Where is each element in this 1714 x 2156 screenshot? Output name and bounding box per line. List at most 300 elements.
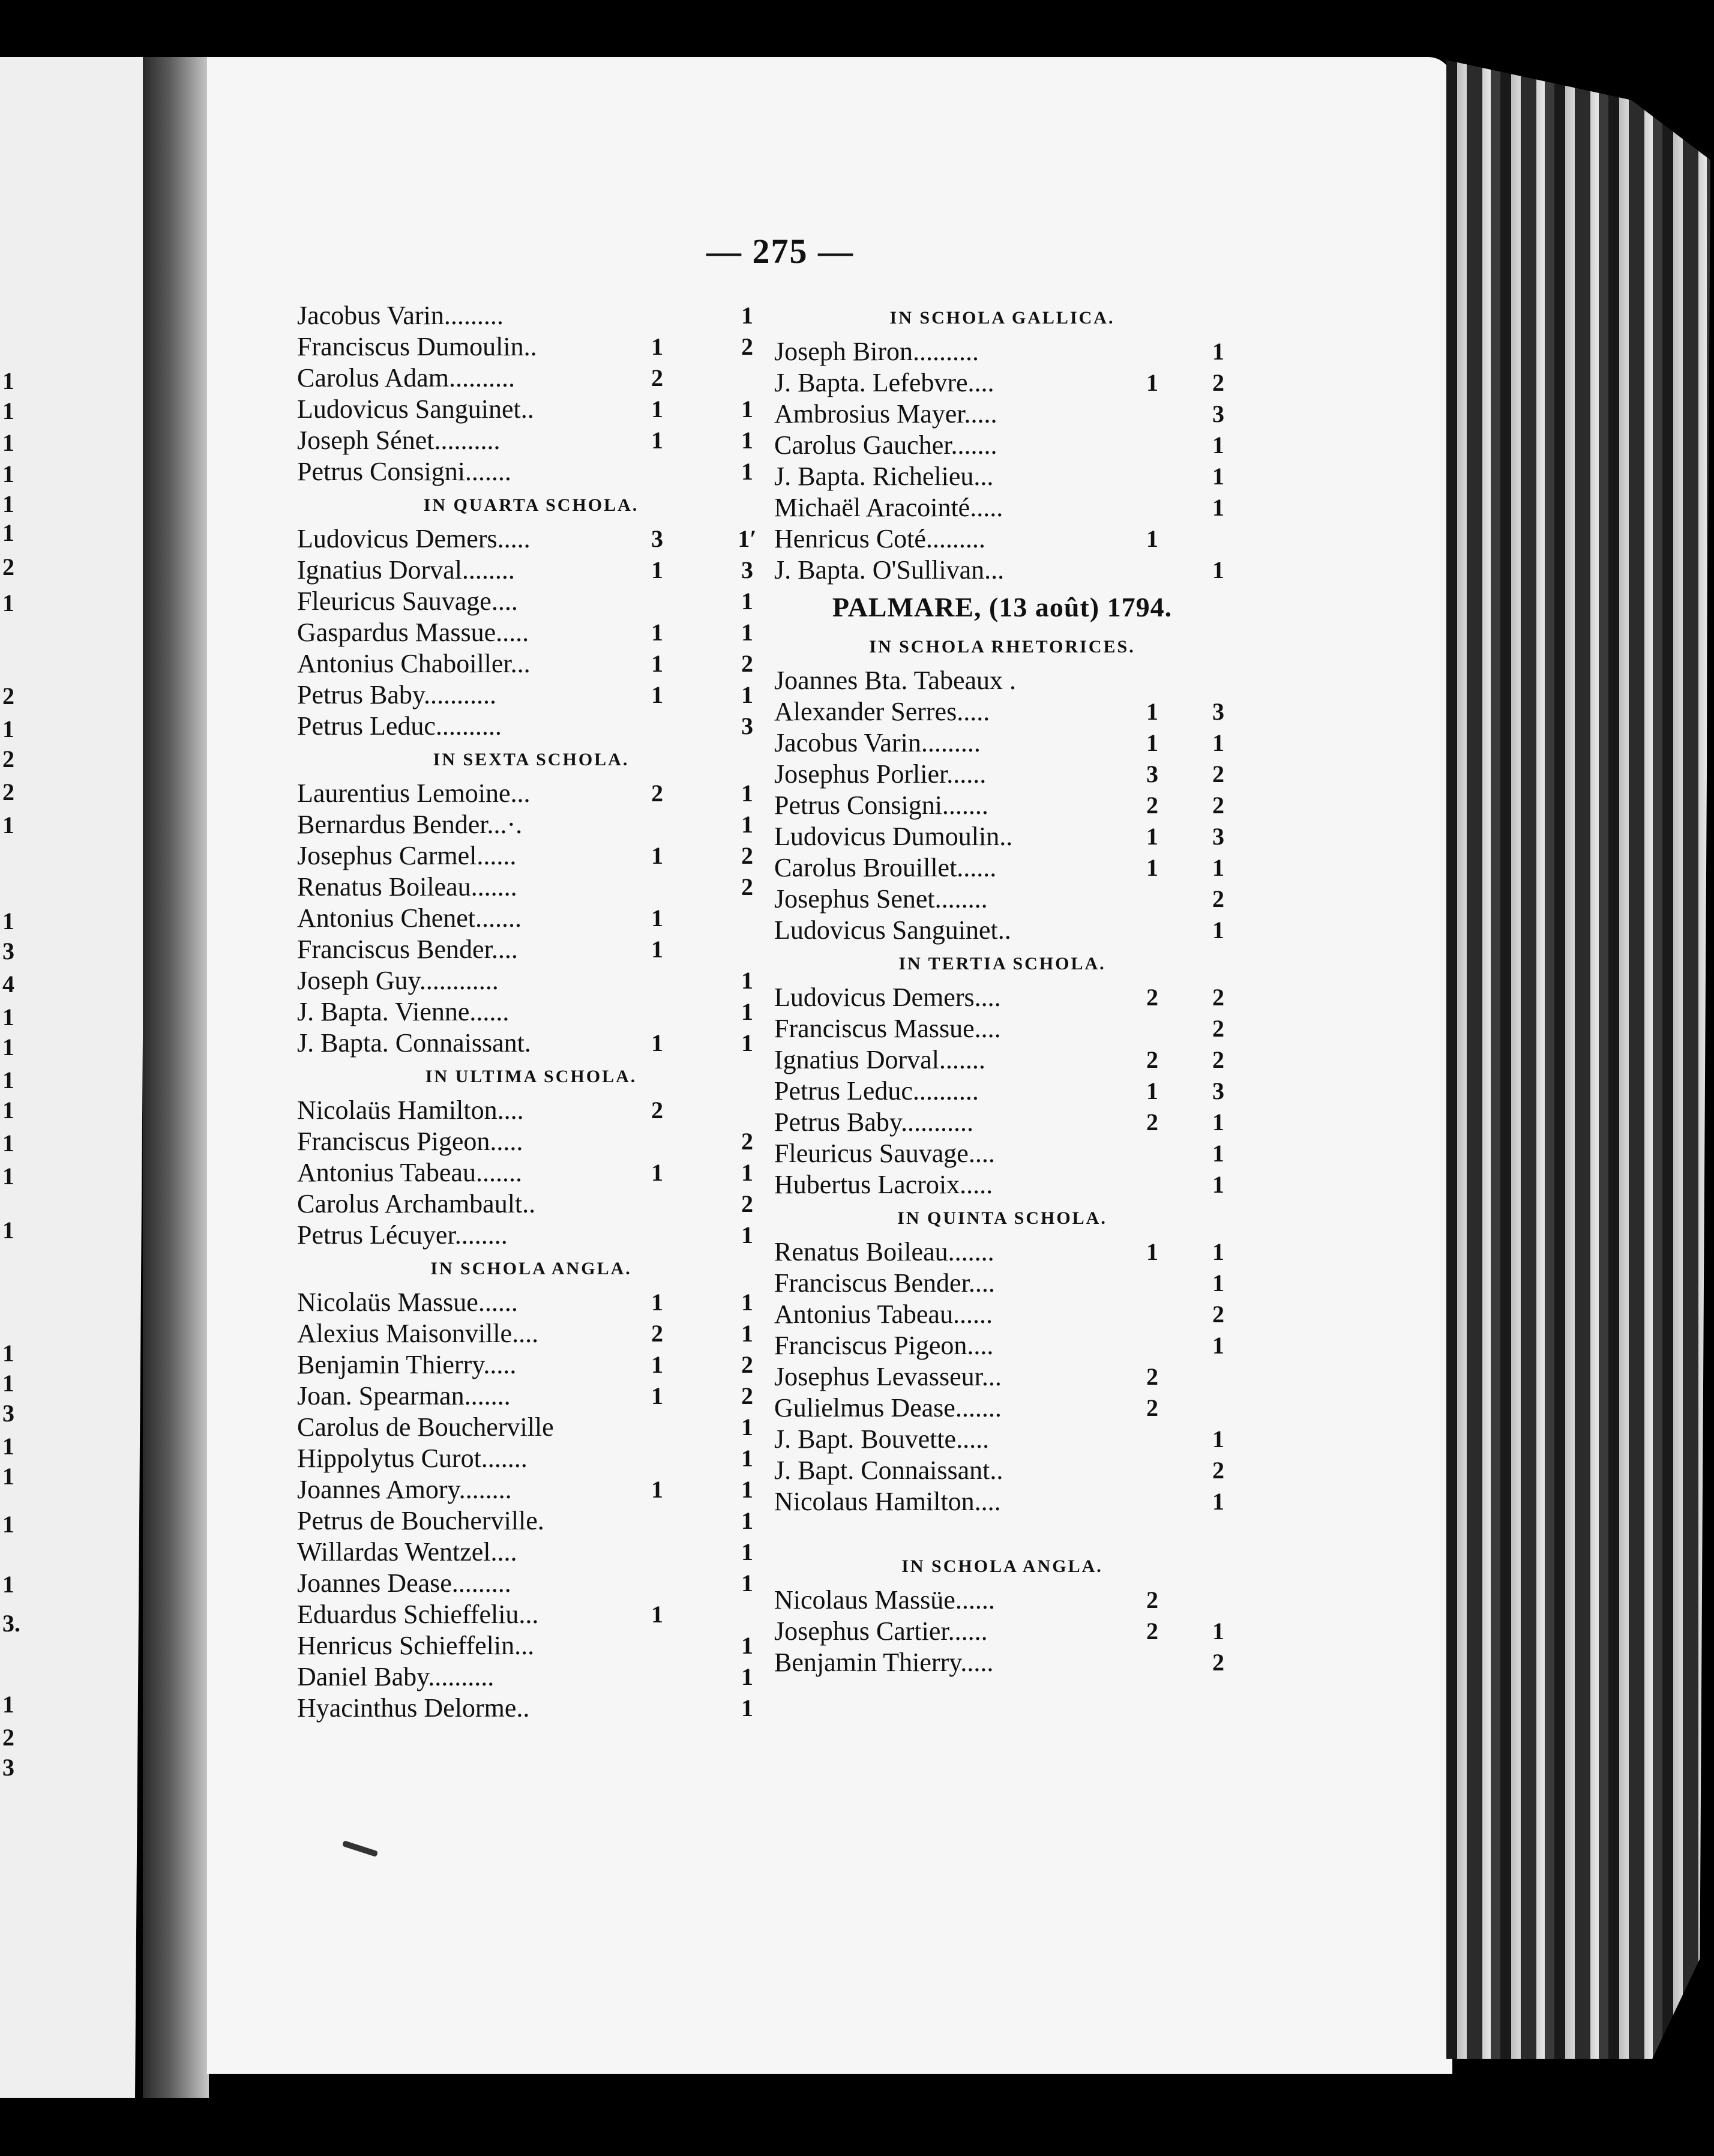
list-item — [297, 679, 765, 711]
prize-count-second: 1 — [1212, 1618, 1224, 1645]
student-name: Ludovicus Demers..... — [297, 524, 531, 553]
prize-count-first: 1 — [1146, 698, 1158, 725]
prize-count-second: 1 — [741, 619, 753, 646]
prize-count-first: 2 — [1146, 1586, 1158, 1613]
student-name: Antonius Chaboiller... — [297, 649, 531, 678]
prize-count-second: 1 — [1212, 1238, 1224, 1265]
student-name: Carolus Archambault.. — [297, 1189, 536, 1218]
prize-count-first: 1 — [1146, 369, 1158, 396]
list-item — [774, 884, 1230, 915]
student-name: Joseph Biron.......... — [774, 337, 979, 366]
prize-count-second: 2 — [741, 1351, 753, 1378]
student-name: Josephus Cartier...... — [774, 1616, 988, 1646]
prize-count-first: 2 — [1146, 792, 1158, 819]
list-item — [297, 872, 765, 903]
prize-count-second: 1 — [741, 1663, 753, 1690]
student-name: Petrus Baby........... — [297, 680, 497, 709]
prize-count-first: 1 — [651, 396, 663, 423]
prize-count-second: 2 — [741, 333, 753, 360]
list-item — [774, 915, 1230, 946]
prize-count-second: 1 — [741, 1289, 753, 1316]
student-name: Petrus Baby........... — [774, 1107, 974, 1137]
prize-count-first: 2 — [1146, 1618, 1158, 1645]
student-name: Josephus Porlier...... — [774, 759, 987, 789]
section-heading: IN SCHOLA GALLICA. — [889, 308, 1115, 328]
student-name: Nicolaus Hamilton.... — [774, 1487, 1001, 1516]
list-item — [774, 1044, 1230, 1076]
facing-page-number: 2 — [2, 682, 14, 709]
list-item — [297, 840, 765, 872]
student-name: Petrus de Boucherville. — [297, 1506, 544, 1535]
list-item — [297, 996, 765, 1028]
prize-count-first: 2 — [651, 780, 663, 807]
prize-count-second: 1 — [1212, 1171, 1224, 1198]
student-name: Michaël Aracointé..... — [774, 493, 1003, 522]
list-item — [297, 778, 765, 809]
list-item — [297, 1537, 765, 1568]
list-item — [297, 1693, 765, 1724]
prize-count-second: 1′ — [738, 525, 757, 552]
student-name: Renatus Boileau....... — [297, 872, 517, 902]
student-name: Henricus Coté......... — [774, 524, 985, 553]
student-name: J. Bapta. Connaissant. — [297, 1028, 531, 1058]
prize-count-second: 1 — [741, 1694, 753, 1721]
student-name: Joannes Dease......... — [297, 1568, 511, 1598]
prize-count-second: 1 — [741, 780, 753, 807]
list-item — [774, 790, 1230, 821]
student-name: Josephus Senet........ — [774, 884, 988, 914]
facing-page-number: 1 — [2, 1511, 14, 1538]
prize-count-second: 2 — [1212, 1015, 1224, 1042]
prize-count-second: 3 — [1212, 823, 1224, 850]
prize-count-first: 1 — [651, 905, 663, 932]
student-name: J. Bapta. Lefebvre.... — [774, 368, 994, 397]
student-name: Joannes Bta. Tabeaux . — [774, 666, 1017, 695]
prize-count-second: 1 — [1212, 1426, 1224, 1453]
student-name: Carolus de Boucherville — [297, 1412, 554, 1442]
list-item — [297, 1599, 765, 1630]
list-item — [297, 394, 765, 425]
prize-count-second: 1 — [1212, 854, 1224, 881]
facing-page-number: 1 — [2, 812, 14, 839]
list-item — [297, 1412, 765, 1443]
student-name: Joseph Guy............ — [297, 966, 499, 995]
list-item — [297, 363, 765, 394]
student-name: Willardas Wentzel.... — [297, 1537, 517, 1567]
student-name: Franciscus Massue.... — [774, 1014, 1001, 1043]
prize-count-second: 1 — [1212, 1109, 1224, 1136]
section-heading: IN SCHOLA ANGLA. — [901, 1556, 1103, 1576]
left-column — [297, 300, 765, 1724]
spacer — [774, 1517, 1230, 1549]
prize-count-second: 1 — [741, 1414, 753, 1441]
list-item — [297, 1157, 765, 1188]
facing-page-number: 1 — [2, 1067, 14, 1094]
list-item — [774, 1299, 1230, 1330]
student-name: Franciscus Bender.... — [297, 935, 518, 964]
prize-count-second: 2 — [741, 1382, 753, 1409]
prize-count-first: 2 — [651, 1097, 663, 1124]
student-name: Joan. Spearman....... — [297, 1381, 511, 1411]
prize-count-second: 1 — [741, 1507, 753, 1534]
list-item — [297, 965, 765, 996]
prize-count-first: 1 — [651, 1476, 663, 1503]
prize-count-first: 1 — [1146, 1238, 1158, 1265]
list-item — [774, 727, 1230, 759]
list-item — [774, 852, 1230, 884]
prize-count-second: 2 — [741, 650, 753, 677]
prize-count-second: 1 — [741, 1445, 753, 1472]
student-name: Petrus Leduc.......... — [774, 1076, 979, 1106]
list-item — [297, 586, 765, 617]
prize-count-second: 1 — [741, 396, 753, 423]
list-item — [297, 617, 765, 648]
prize-count-second: 1 — [741, 302, 753, 329]
prize-count-first: 1 — [1146, 525, 1158, 552]
list-item — [297, 1126, 765, 1157]
list-item — [297, 1505, 765, 1537]
book-gutter — [143, 57, 209, 2098]
prize-count-first: 3 — [651, 525, 663, 552]
prize-count-first: 1 — [651, 936, 663, 963]
facing-page-number: 2 — [2, 553, 14, 580]
student-name: Nicolaüs Massue...... — [297, 1287, 518, 1317]
facing-page-number: 1 — [2, 589, 14, 616]
list-item — [774, 696, 1230, 727]
list-item — [297, 1188, 765, 1220]
prize-count-second: 1 — [741, 1538, 753, 1565]
prize-count-first: 1 — [651, 650, 663, 677]
student-name: Gulielmus Dease....... — [774, 1393, 1002, 1423]
list-item — [774, 759, 1230, 790]
student-name: Henricus Schieffelin... — [297, 1631, 535, 1660]
list-item — [774, 982, 1230, 1013]
facing-page-number: 1 — [2, 519, 14, 546]
student-name: Daniel Baby.......... — [297, 1662, 495, 1691]
list-item — [774, 1138, 1230, 1169]
prize-count-second: 2 — [1212, 369, 1224, 396]
list-item — [774, 1236, 1230, 1268]
student-name: J. Bapt. Bouvette..... — [774, 1424, 990, 1454]
student-name: Ludovicus Sanguinet.. — [297, 394, 534, 424]
facing-page-number: 1 — [2, 1034, 14, 1061]
student-name: Franciscus Pigeon.... — [774, 1331, 994, 1360]
prize-count-second: 2 — [1212, 984, 1224, 1011]
student-name: Franciscus Dumoulin.. — [297, 332, 537, 361]
list-item — [774, 1169, 1230, 1200]
list-item — [297, 934, 765, 965]
facing-page-number: 3 — [2, 1754, 14, 1781]
student-name: Jacobus Varin......... — [297, 301, 504, 330]
prize-count-second: 1 — [1212, 1269, 1224, 1296]
prize-count-first: 1 — [651, 1351, 663, 1378]
list-item — [297, 523, 765, 555]
facing-page-number: 1 — [2, 1097, 14, 1124]
list-item — [297, 1568, 765, 1599]
prize-count-first: 1 — [651, 1029, 663, 1056]
facing-page-number: 1 — [2, 1691, 14, 1718]
list-item — [297, 1630, 765, 1661]
prize-count-second: 2 — [1212, 1301, 1224, 1328]
prize-count-second: 2 — [741, 1128, 753, 1155]
prize-count-first: 1 — [651, 619, 663, 646]
student-name: Carolus Adam.......... — [297, 363, 515, 393]
facing-page-number: 1 — [2, 1004, 14, 1031]
student-name: Jacobus Varin......... — [774, 728, 981, 757]
section-heading: IN SEXTA SCHOLA. — [433, 750, 630, 769]
list-item — [774, 523, 1230, 555]
prize-count-second: 1 — [741, 811, 753, 838]
facing-page-number: 1 — [2, 490, 14, 517]
list-item — [297, 425, 765, 456]
prize-count-second: 1 — [741, 1476, 753, 1503]
list-item — [774, 1585, 1230, 1616]
prize-count-first: 1 — [651, 1289, 663, 1316]
list-item — [774, 430, 1230, 461]
list-item — [297, 1443, 765, 1474]
student-name: Benjamin Thierry..... — [297, 1350, 517, 1379]
prize-count-second: 1 — [741, 998, 753, 1025]
prize-count-second: 1 — [1212, 463, 1224, 490]
prize-count-second: 1 — [741, 681, 753, 708]
prize-count-first: 1 — [651, 681, 663, 708]
list-item — [297, 1381, 765, 1412]
student-name: Gaspardus Massue..... — [297, 618, 529, 647]
facing-page-number: 1 — [2, 1217, 14, 1244]
prize-count-first: 2 — [1146, 1394, 1158, 1421]
facing-page-number: 2 — [2, 778, 14, 805]
student-name: Bernardus Bender...·. — [297, 810, 523, 839]
facing-page-number: 3. — [2, 1610, 20, 1637]
student-name: Renatus Boileau....... — [774, 1237, 994, 1266]
student-name: Nicolaüs Hamilton.... — [297, 1095, 524, 1125]
prize-count-first: 2 — [651, 1320, 663, 1347]
list-item — [774, 1616, 1230, 1647]
facing-page-number: 1 — [2, 1463, 14, 1490]
student-name: Antonius Chenet....... — [297, 903, 522, 933]
list-item — [774, 1107, 1230, 1138]
student-name: Alexius Maisonville.... — [297, 1319, 539, 1348]
prize-count-second: 2 — [1212, 1046, 1224, 1073]
student-name: Ignatius Dorval........ — [297, 555, 515, 585]
prize-count-first: 3 — [1146, 760, 1158, 787]
facing-page-number: 2 — [2, 1724, 14, 1751]
prize-count-first: 1 — [1146, 854, 1158, 881]
student-name: Alexander Serres..... — [774, 697, 990, 726]
prize-count-second: 1 — [741, 458, 753, 485]
section-heading: IN TERTIA SCHOLA. — [898, 954, 1106, 974]
prize-count-second: 3 — [1212, 400, 1224, 427]
prize-count-second: 2 — [1212, 760, 1224, 787]
list-item — [774, 1076, 1230, 1107]
prize-count-second: 1 — [741, 1570, 753, 1597]
prize-count-second: 1 — [1212, 1488, 1224, 1515]
prize-count-second: 1 — [741, 427, 753, 454]
list-item — [774, 555, 1230, 586]
student-name: Franciscus Bender.... — [774, 1268, 995, 1298]
student-name: Petrus Lécuyer........ — [297, 1220, 508, 1250]
student-name: Ludovicus Dumoulin.. — [774, 822, 1013, 851]
section-heading: IN SCHOLA ANGLA. — [430, 1259, 632, 1278]
student-name: Petrus Leduc.......... — [297, 711, 502, 741]
prize-count-second: 2 — [1212, 792, 1224, 819]
list-item — [774, 1393, 1230, 1424]
facing-page-number: 1 — [2, 1163, 14, 1190]
list-item — [774, 1424, 1230, 1455]
prize-count-first: 1 — [651, 842, 663, 869]
student-name: Carolus Brouillet...... — [774, 853, 997, 882]
facing-page-number: 1 — [2, 1130, 14, 1157]
list-item — [774, 665, 1230, 696]
prize-count-second: 3 — [1212, 1077, 1224, 1104]
list-item — [297, 1349, 765, 1381]
prize-count-second: 1 — [741, 1029, 753, 1056]
student-name: Franciscus Pigeon..... — [297, 1127, 523, 1156]
student-name: Petrus Consigni....... — [297, 457, 511, 486]
student-name: Ludovicus Demers.... — [774, 983, 1001, 1012]
facing-page-number: 1 — [2, 460, 14, 487]
student-name: Joannes Amory........ — [297, 1475, 512, 1504]
student-name: Laurentius Lemoine... — [297, 778, 531, 808]
prize-count-first: 1 — [1146, 729, 1158, 756]
prize-count-first: 1 — [651, 333, 663, 360]
list-item — [774, 1647, 1230, 1678]
list-item — [297, 456, 765, 487]
facing-page-number: 1 — [2, 367, 14, 394]
list-item — [297, 1095, 765, 1126]
student-name: Carolus Gaucher....... — [774, 430, 997, 460]
facing-page-number: 3 — [2, 1400, 14, 1427]
list-item — [774, 1486, 1230, 1517]
prize-count-second: 3 — [741, 712, 753, 739]
prize-count-second: 1 — [1212, 494, 1224, 521]
palmare-heading: PALMARE, (13 août) 1794. — [832, 592, 1173, 622]
list-item — [774, 399, 1230, 430]
list-item — [297, 1474, 765, 1505]
facing-page-number: 1 — [2, 429, 14, 456]
list-item — [774, 1455, 1230, 1486]
prize-count-second: 1 — [741, 588, 753, 615]
student-name: Fleuricus Sauvage.... — [774, 1139, 995, 1168]
list-item — [297, 1318, 765, 1349]
list-item — [297, 1661, 765, 1693]
list-item — [297, 648, 765, 679]
list-item — [297, 1220, 765, 1251]
prize-count-first: 1 — [1146, 823, 1158, 850]
list-item — [297, 1028, 765, 1059]
list-item — [297, 331, 765, 363]
prize-count-first: 2 — [651, 364, 663, 391]
list-item — [297, 1287, 765, 1318]
list-item — [297, 711, 765, 742]
prize-count-first: 1 — [651, 427, 663, 454]
facing-page-number: 1 — [2, 1340, 14, 1367]
list-item — [774, 461, 1230, 492]
prize-count-second: 2 — [1212, 1649, 1224, 1676]
prize-count-second: 1 — [741, 1632, 753, 1659]
prize-count-second: 2 — [1212, 1457, 1224, 1484]
prize-count-second: 1 — [741, 1320, 753, 1347]
prize-count-second: 1 — [741, 967, 753, 994]
right-column — [774, 300, 1230, 1678]
prize-count-second: 1 — [1212, 917, 1224, 944]
student-name: Petrus Consigni....... — [774, 790, 988, 820]
list-item — [774, 1330, 1230, 1361]
list-item — [297, 300, 765, 331]
student-name: Ambrosius Mayer..... — [774, 399, 997, 429]
prize-count-second: 1 — [1212, 338, 1224, 365]
list-item — [297, 555, 765, 586]
list-item — [774, 1361, 1230, 1393]
prize-count-second: 2 — [741, 873, 753, 900]
facing-page-number: 1 — [2, 1370, 14, 1397]
student-name: Antonius Tabeau...... — [774, 1299, 993, 1329]
list-item — [774, 367, 1230, 399]
book-fore-edge — [1446, 60, 1710, 2059]
prize-count-first: 1 — [651, 1159, 663, 1186]
facing-page-number: 4 — [2, 971, 14, 998]
student-name: Fleuricus Sauvage.... — [297, 586, 518, 616]
list-item — [774, 1013, 1230, 1044]
facing-page-number: 1 — [2, 715, 14, 742]
student-name: J. Bapta. O'Sullivan... — [774, 555, 1005, 585]
list-item — [774, 336, 1230, 367]
prize-count-second: 1 — [741, 1221, 753, 1248]
prize-count-first: 1 — [651, 1601, 663, 1628]
prize-count-first: 1 — [651, 1382, 663, 1409]
prize-count-second: 1 — [1212, 729, 1224, 756]
student-name: Joseph Sénet.......... — [297, 426, 501, 455]
facing-page-number: 2 — [2, 745, 14, 772]
student-name: Hippolytus Curot....... — [297, 1444, 528, 1473]
student-name: Benjamin Thierry..... — [774, 1648, 994, 1677]
prize-count-first: 2 — [1146, 1109, 1158, 1136]
prize-count-first: 2 — [1146, 984, 1158, 1011]
list-item — [774, 821, 1230, 852]
student-name: J. Bapta. Richelieu... — [774, 462, 994, 491]
facing-page-number: 1 — [2, 1433, 14, 1460]
student-name: Josephus Carmel...... — [297, 841, 517, 870]
student-name: Josephus Levasseur... — [774, 1362, 1002, 1391]
student-name: Ludovicus Sanguinet.. — [774, 915, 1011, 945]
facing-page-number: 1 — [2, 1571, 14, 1598]
list-item — [774, 1268, 1230, 1299]
prize-count-first: 1 — [651, 556, 663, 583]
prize-count-second: 1 — [1212, 1332, 1224, 1359]
student-name: Nicolaus Massüe...... — [774, 1585, 995, 1615]
prize-count-second: 3 — [741, 556, 753, 583]
prize-count-second: 1 — [1212, 1140, 1224, 1167]
student-name: J. Bapta. Vienne...... — [297, 997, 510, 1026]
student-name: Eduardus Schieffeliu... — [297, 1600, 539, 1629]
prize-count-second: 1 — [1212, 556, 1224, 583]
prize-count-first: 1 — [1146, 1077, 1158, 1104]
student-name: Hubertus Lacroix..... — [774, 1170, 993, 1199]
list-item — [297, 903, 765, 934]
prize-count-second: 2 — [741, 842, 753, 869]
prize-count-first: 2 — [1146, 1046, 1158, 1073]
prize-count-second: 2 — [741, 1190, 753, 1217]
student-name: Hyacinthus Delorme.. — [297, 1693, 530, 1723]
section-heading: IN QUINTA SCHOLA. — [897, 1208, 1107, 1228]
student-name: J. Bapt. Connaissant.. — [774, 1456, 1003, 1485]
section-heading: IN ULTIMA SCHOLA. — [425, 1067, 637, 1086]
student-name: Ignatius Dorval....... — [774, 1045, 985, 1074]
facing-page-number: 1 — [2, 908, 14, 935]
section-heading: IN SCHOLA RHETORICES. — [869, 637, 1135, 657]
section-heading: IN QUARTA SCHOLA. — [423, 495, 639, 515]
prize-count-first: 2 — [1146, 1363, 1158, 1390]
